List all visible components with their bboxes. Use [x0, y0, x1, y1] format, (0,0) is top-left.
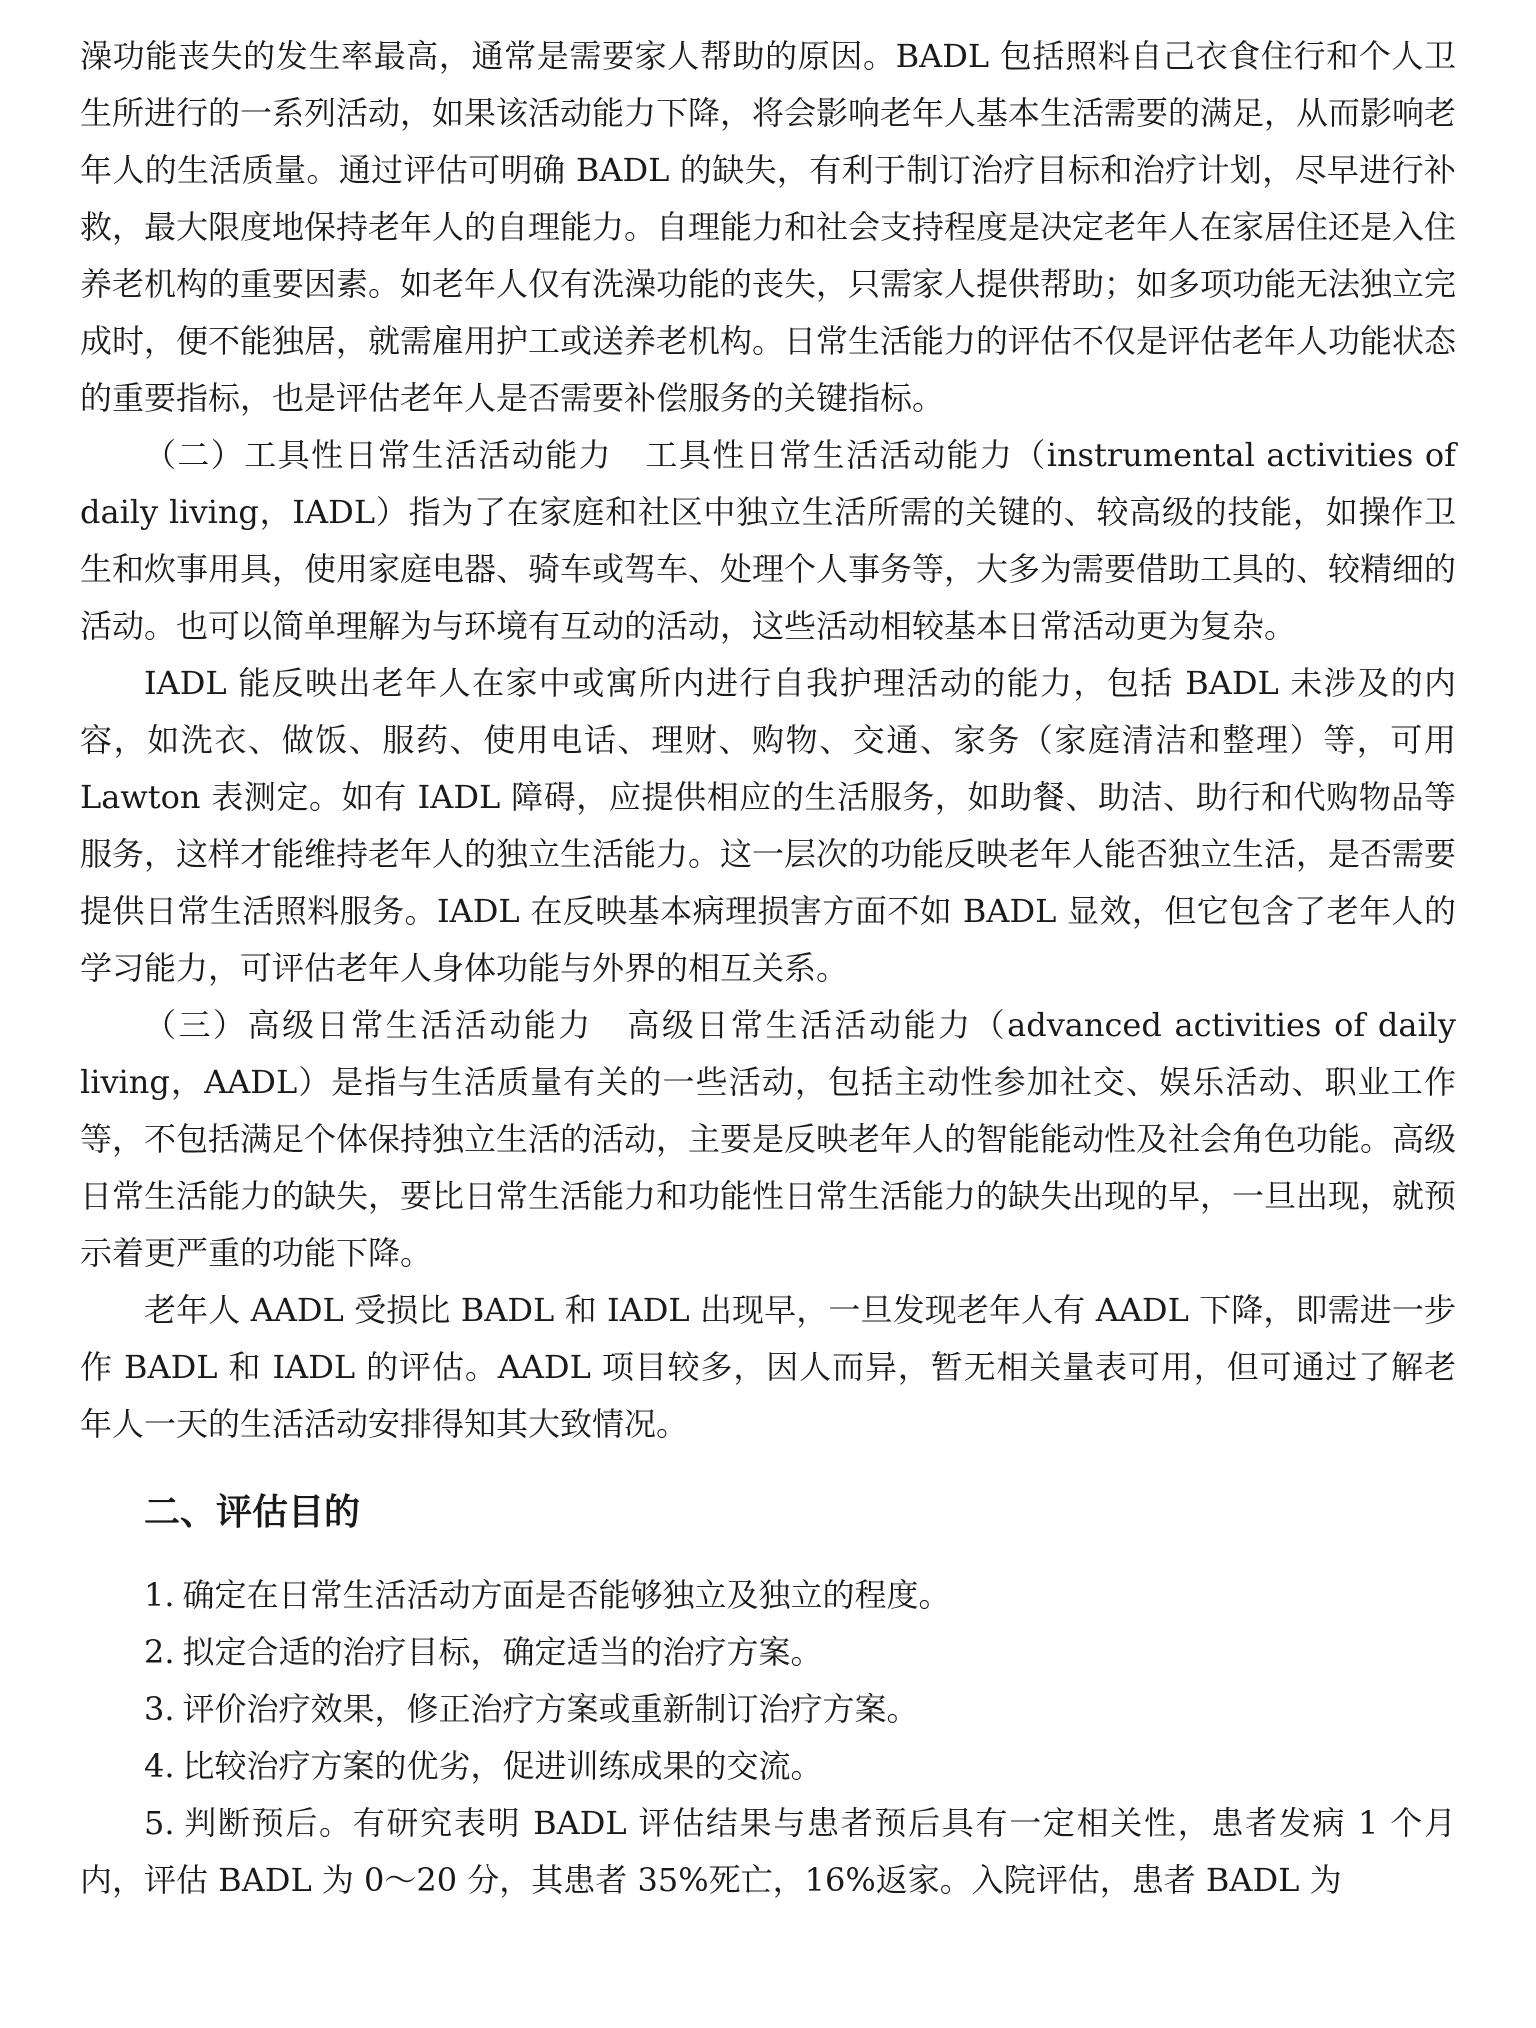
- list-item-number: 5.: [144, 1804, 175, 1842]
- list-item-text: 评价治疗效果，修正治疗方案或重新制订治疗方案。: [182, 1690, 919, 1728]
- body-paragraph: （三）高级日常生活活动能力 高级日常生活活动能力（advanced activities of daily living，AADL）是指与生活质量有关的一些活动，包括主动性参加社交、娱乐活动、职业工作等，不包括满足个体保持独立生活的活动，主要是反映老年人的智能能动性及社会角色功能。高级日常生活能力的缺失，要比日常生活能力和功能性日常生活能力的缺失出现的早，一旦出现，就预示着更严重的功能下降。: [80, 1006, 1457, 1272]
- list-item-number: 2.: [144, 1633, 175, 1671]
- list-item-number: 3.: [144, 1690, 175, 1728]
- list-item: [80, 1738, 1456, 1795]
- body-paragraph: IADL 能反映出老年人在家中或寓所内进行自我护理活动的能力，包括 BADL 未涉及的内容，如洗衣、做饭、服药、使用电话、理财、购物、交通、家务（家庭清洁和整理）等，可用 Lawton 表测定。如有 IADL 障碍，应提供相应的生活服务，如助餐、助洁、助行和代购物品等服务，这样才能维持老年人的独立生活能力。这一层次的功能反映老年人能否独立生活，是否需要提供日常生活照料服务。IADL 在反映基本病理损害方面不如 BADL 显效，但它包含了老年人的学习能力，可评估老年人身体功能与外界的相互关系。: [80, 664, 1457, 987]
- list-item-number: 1.: [144, 1576, 175, 1614]
- body-paragraph: 老年人 AADL 受损比 BADL 和 IADL 出现早，一旦发现老年人有 AADL 下降，即需进一步作 BADL 和 IADL 的评估。AADL 项目较多，因人而异，暂无相关量表可用，但可通过了解老年人一天的生活活动安排得知其大致情况。: [80, 1291, 1456, 1443]
- body-paragraph: （二）工具性日常生活活动能力 工具性日常生活活动能力（instrumental activities of daily living，IADL）指为了在家庭和社区中独立生活所需的关键的、较高级的技能，如操作卫生和炊事用具，使用家庭电器、骑车或驾车、处理个人事务等，大多为需要借助工具的、较精细的活动。也可以简单理解为与环境有互动的活动，这些活动相较基本日常活动更为复杂。: [80, 436, 1457, 645]
- list-item: [80, 1681, 1456, 1738]
- list-item: [80, 1624, 1456, 1681]
- section-heading: 二、评估目的: [144, 1492, 361, 1533]
- list-item: [80, 1567, 1456, 1624]
- body-paragraph: 澡功能丧失的发生率最高，通常是需要家人帮助的原因。BADL 包括照料自己衣食住行和个人卫生所进行的一系列活动，如果该活动能力下降，将会影响老年人基本生活需要的满足，从而影响老年人的生活质量。通过评估可明确 BADL 的缺失，有利于制订治疗目标和治疗计划，尽早进行补救，最大限度地保持老年人的自理能力。自理能力和社会支持程度是决定老年人在家居住还是入住养老机构的重要因素。如老年人仅有洗澡功能的丧失，只需家人提供帮助；如多项功能无法独立完成时，便不能独居，就需雇用护工或送养老机构。日常生活能力的评估不仅是评估老年人功能状态的重要指标，也是评估老年人是否需要补偿服务的关键指标。: [80, 37, 1457, 417]
- list-item-text: 拟定合适的治疗目标，确定适当的治疗方案。: [182, 1633, 823, 1671]
- list-item: [80, 1795, 1456, 1909]
- list-item-text: 判断预后。有研究表明 BADL 评估结果与患者预后具有一定相关性，患者发病 1 个月内，评估 BADL 为 0～20 分，其患者 35%死亡，16%返家。入院评估，患者 BADL 为: [80, 1804, 1456, 1899]
- list-item-text: 确定在日常生活活动方面是否能够独立及独立的程度。: [182, 1576, 951, 1614]
- list-item-number: 4.: [144, 1747, 175, 1785]
- list-item-text: 比较治疗方案的优劣，促进训练成果的交流。: [182, 1747, 823, 1785]
- purpose-list: [80, 1567, 1456, 1909]
- document-page: [80, 28, 1456, 1909]
